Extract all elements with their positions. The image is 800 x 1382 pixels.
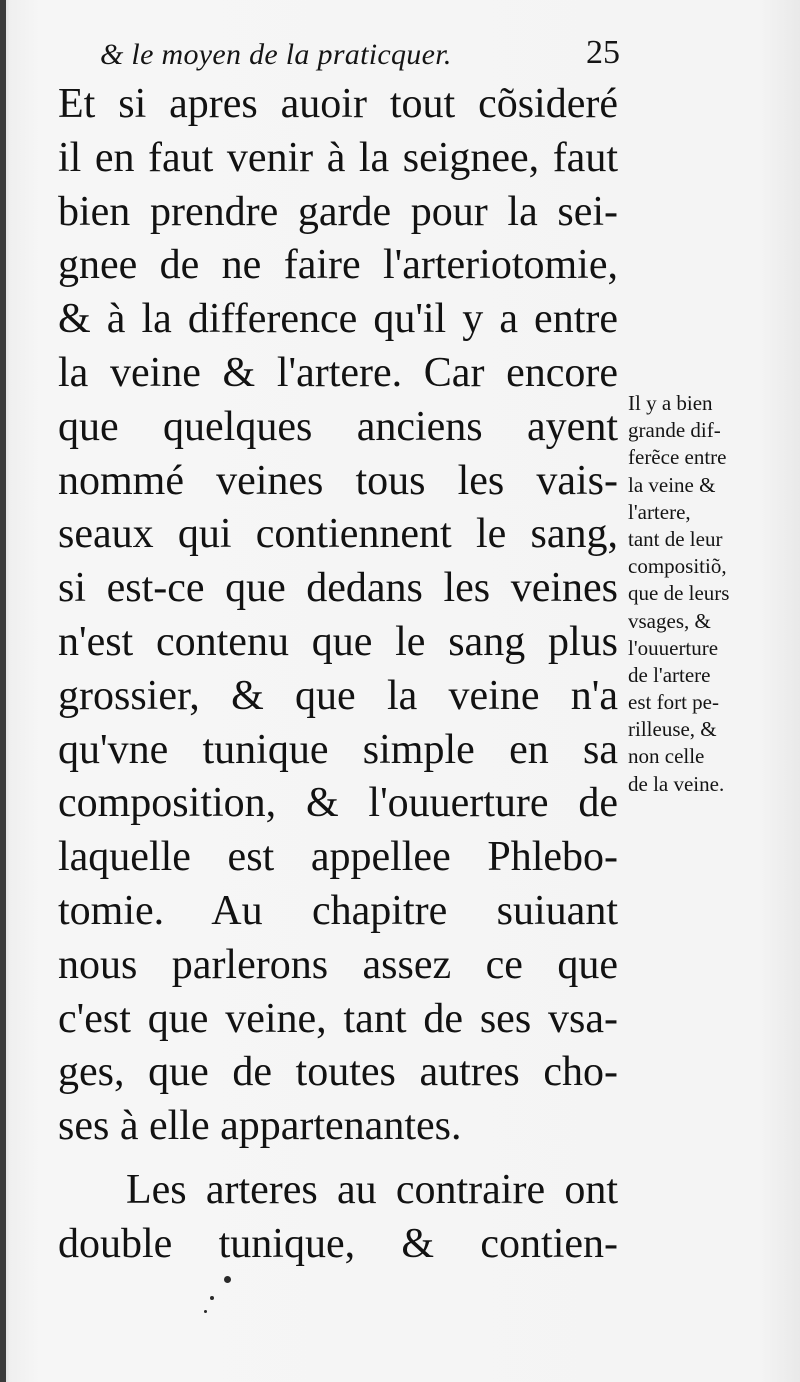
text-line: qu'vne tunique simple en sa xyxy=(58,726,618,773)
note-line: ferẽce entre xyxy=(628,445,727,470)
text-line: nous parlerons assez ce que xyxy=(58,941,618,988)
ink-specks xyxy=(196,1270,236,1320)
binding-edge xyxy=(0,0,6,1382)
text-line: & à la difference qu'il y a entre xyxy=(58,296,618,343)
note-line: que de leurs xyxy=(628,581,730,606)
note-line: la veine & xyxy=(628,472,716,497)
note-line: rilleuse, & xyxy=(628,717,717,742)
ink-speck xyxy=(204,1310,207,1313)
text-line: gnee de ne faire l'arteriotomie, xyxy=(58,242,618,289)
text-line: ses à elle appartenantes. xyxy=(58,1103,462,1150)
text-line: si est-ce que dedans les veines xyxy=(58,565,618,612)
page-number: 25 xyxy=(586,34,620,71)
note-line: Il y a bien xyxy=(628,391,713,415)
note-line: l'artere, xyxy=(628,499,691,524)
marginal-note xyxy=(628,390,770,798)
note-line: vsages, & xyxy=(628,608,711,633)
page-header xyxy=(100,30,620,74)
ink-speck xyxy=(224,1276,231,1283)
note-line: tant de leur xyxy=(628,526,723,551)
text-line: il en faut venir à la seignee, faut xyxy=(58,134,618,181)
text-line: nommé veines tous les vais- xyxy=(58,457,618,504)
running-title: & le moyen de la praticquer. xyxy=(100,38,452,71)
ink-speck xyxy=(210,1296,214,1300)
text-line: seaux qui contiennent le sang, xyxy=(58,511,618,558)
text-line: n'est contenu que le sang plus xyxy=(58,618,618,665)
note-line: non celle xyxy=(628,744,705,769)
text-line: tomie. Au chapitre suiuant xyxy=(58,887,618,934)
text-line: grossier, & que la veine n'a xyxy=(58,672,618,719)
text-line: composition, & l'ouuerture de xyxy=(58,780,618,827)
note-line: l'ouuerture xyxy=(628,635,719,660)
text-line: double tunique, & contien- xyxy=(58,1220,618,1267)
main-text-block xyxy=(58,78,618,1272)
text-line: bien prendre garde pour la sei- xyxy=(58,188,618,235)
text-line: que quelques anciens ayent xyxy=(58,403,618,450)
note-line: de la veine. xyxy=(628,771,725,796)
note-line: compositiõ, xyxy=(628,554,727,579)
text-line: Les arteres au contraire ont xyxy=(126,1166,618,1213)
note-line: de l'artere xyxy=(628,662,711,687)
text-line: ges, que de toutes autres cho- xyxy=(58,1049,618,1096)
note-line: grande dif- xyxy=(628,418,721,443)
text-line: c'est que veine, tant de ses vsa- xyxy=(58,995,618,1042)
paragraph-break xyxy=(58,1154,618,1164)
text-line: la veine & l'artere. Car encore xyxy=(58,349,618,396)
text-line: Et si apres auoir tout cõsideré xyxy=(58,81,618,127)
text-line: laquelle est appellee Phlebo- xyxy=(58,834,618,881)
note-line: est fort pe- xyxy=(628,690,719,715)
